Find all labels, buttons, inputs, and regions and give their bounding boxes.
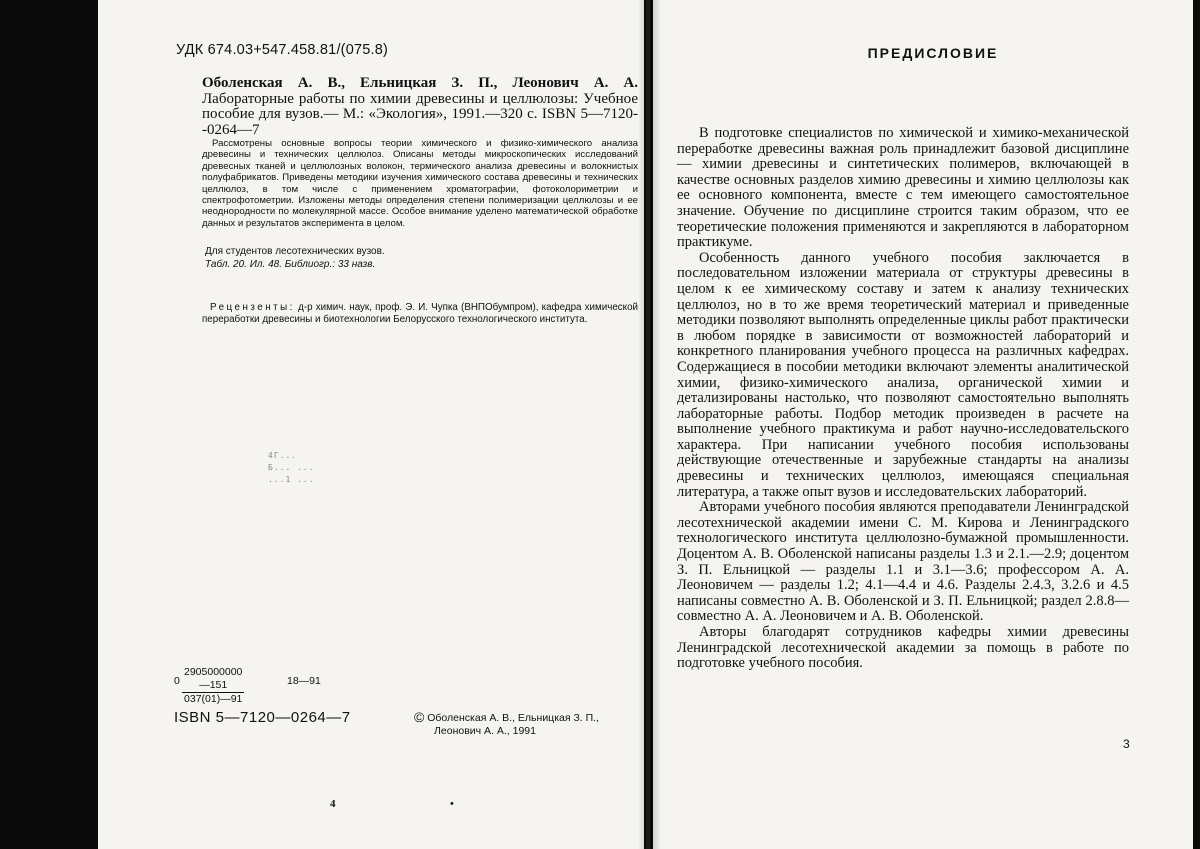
stamp-line: ...1 ... [268, 475, 315, 484]
udk-code: УДК 674.03+547.458.81/(075.8) [176, 42, 389, 58]
paragraph: Авторы благодарят сотрудников кафедры химии древесины Ленинградской лесотехнической академии за помощь в работе по подготовке учебного пособия. [677, 624, 1129, 672]
bibliographic-entry [202, 76, 638, 138]
audience-note: Для студентов лесотехнических вузов. [205, 246, 385, 257]
reviewers [202, 302, 638, 325]
left-page [98, 0, 644, 849]
left-page-fold-shadow [638, 0, 644, 849]
library-stamp [268, 450, 315, 486]
paragraph: Особенность данного учебного пособия заключается в последовательном изложении материала от структуры древесины в целом к ее химическому составу и затем к анализу технических целлюлоз, но в то же время теоретический материал и приведенные методики позволяют выполнять определенные циклы работ практически в любом порядке в зависимости от возможностей лабораторий и конкретного планирования учебного процесса на различных кафедрах. Содержащиеся в пособии методики включают элементы аналитической химии, физико-химического анализа, органической химии и детализированы настолько, что позволяют самостоятельно выполнять лабораторные работы. Подбор методик произведен в расчете на выполнение учебного практикума и работ научно-исследовательского характера. При написании учебного пособия использованы действующие отечественные и зарубежные стандарты на анализы древесины и технических целлюлоз, имеющаяся специальная литература, а также опыт вузов и исследовательских лабораторий. [677, 249, 1129, 500]
code-fraction [182, 666, 244, 706]
page-number: 3 [1123, 737, 1130, 751]
abstract: Рассмотрены основные вопросы теории химического и физико-химического анализа древесины и технических целлюлоз. Описаны методы микроскопических исследований древесных тканей и целлюлозных волокон, термического анализа древесины и волокнистых полуфабрикатов. Приведены методики изучения химического состава древесины и технических целлюлоз, в том числе с применением хроматографии, фотоколориметрии и спектрофотометрии. Изложены методы определения степени полимеризации целлюлозы и ее неоднородности по молекулярной массе. Особое внимание уделено математической обработке данных и результатов эксперимента в целом. [202, 138, 638, 229]
print-mark: • [450, 798, 454, 810]
right-page-fold-shadow [653, 0, 661, 849]
code-numerator: 2905000000—151 [184, 666, 243, 691]
stamp-line: 4Г... [268, 451, 298, 460]
print-mark: 4 [330, 798, 336, 810]
code-zero: 0 [174, 675, 180, 687]
copyright-line-2: Леонович А. А., 1991 [434, 725, 536, 737]
code-denominator: 037(01)—91 [184, 693, 243, 705]
paragraph: В подготовке специалистов по химической и химико-механической переработке древесины важная роль принадлежит базовой дисциплине — химии древесины и синтетических полимеров, включающей в качестве основных разделов химию древесины и химию целлюлозы как ее основного компонента, вместе с тем имеющего самостоятельное значение. Обучение по дисциплине строится таким образом, что ее теоретические положения применяются и закрепляются в лабораторном практикуме. [677, 125, 1129, 251]
biblio-title: Лабораторные работы по химии древесины и целлюлозы: Учебное пособие для вузов.— М.: «Экология», 1991.—320 с. ISBN 5—7120--0264—7 [202, 90, 638, 138]
reviewers-label: Рецензенты: [210, 302, 295, 313]
book-gutter [646, 0, 650, 849]
isbn: ISBN 5—7120—0264—7 [174, 709, 351, 726]
code-tail: 18—91 [287, 675, 321, 687]
paragraph: Авторами учебного пособия являются преподаватели Ленинградской лесотехнической академии имени С. М. Кирова и Ленинградского технологического института целлюлозно-бумажной промышленности. Доцентом А. В. Оболенской написаны разделы 1.3 и 2.1.—2.9; доцентом З. П. Ельницкой — разделы 1.1 и 3.1—3.6; профессором А. А. Леоновичем — разделы 1.2; 4.1—4.4 и 4.6. Разделы 2.4.3, 3.2.6 и 4.5 написаны совместно А. В. Оболенской и З. П. Ельницкой; раздел 2.8.8— совместно А. А. Леоновичем и А. В. Оболенской. [677, 499, 1129, 625]
page-title: ПРЕДИСЛОВИЕ [867, 45, 999, 61]
preface-body [677, 126, 1129, 672]
tables-figures-note: Табл. 20. Ил. 48. Библиогр.: 33 назв. [205, 259, 376, 270]
reviewers-text: д-р химич. наук, проф. Э. И. Чупка (ВНПОбумпром), кафедра химической переработки древесины и биотехнологии Белорусского технологического института. [202, 302, 638, 325]
copyright [414, 711, 599, 738]
authors: Оболенская А. В., Ельницкая З. П., Леонович А. А. [202, 75, 638, 91]
copyright-line-1: Оболенская А. В., Ельницкая З. П., [427, 712, 600, 724]
copyright-icon: © [414, 709, 425, 725]
stamp-line: Б... ... [268, 463, 315, 472]
right-page [653, 0, 1193, 849]
